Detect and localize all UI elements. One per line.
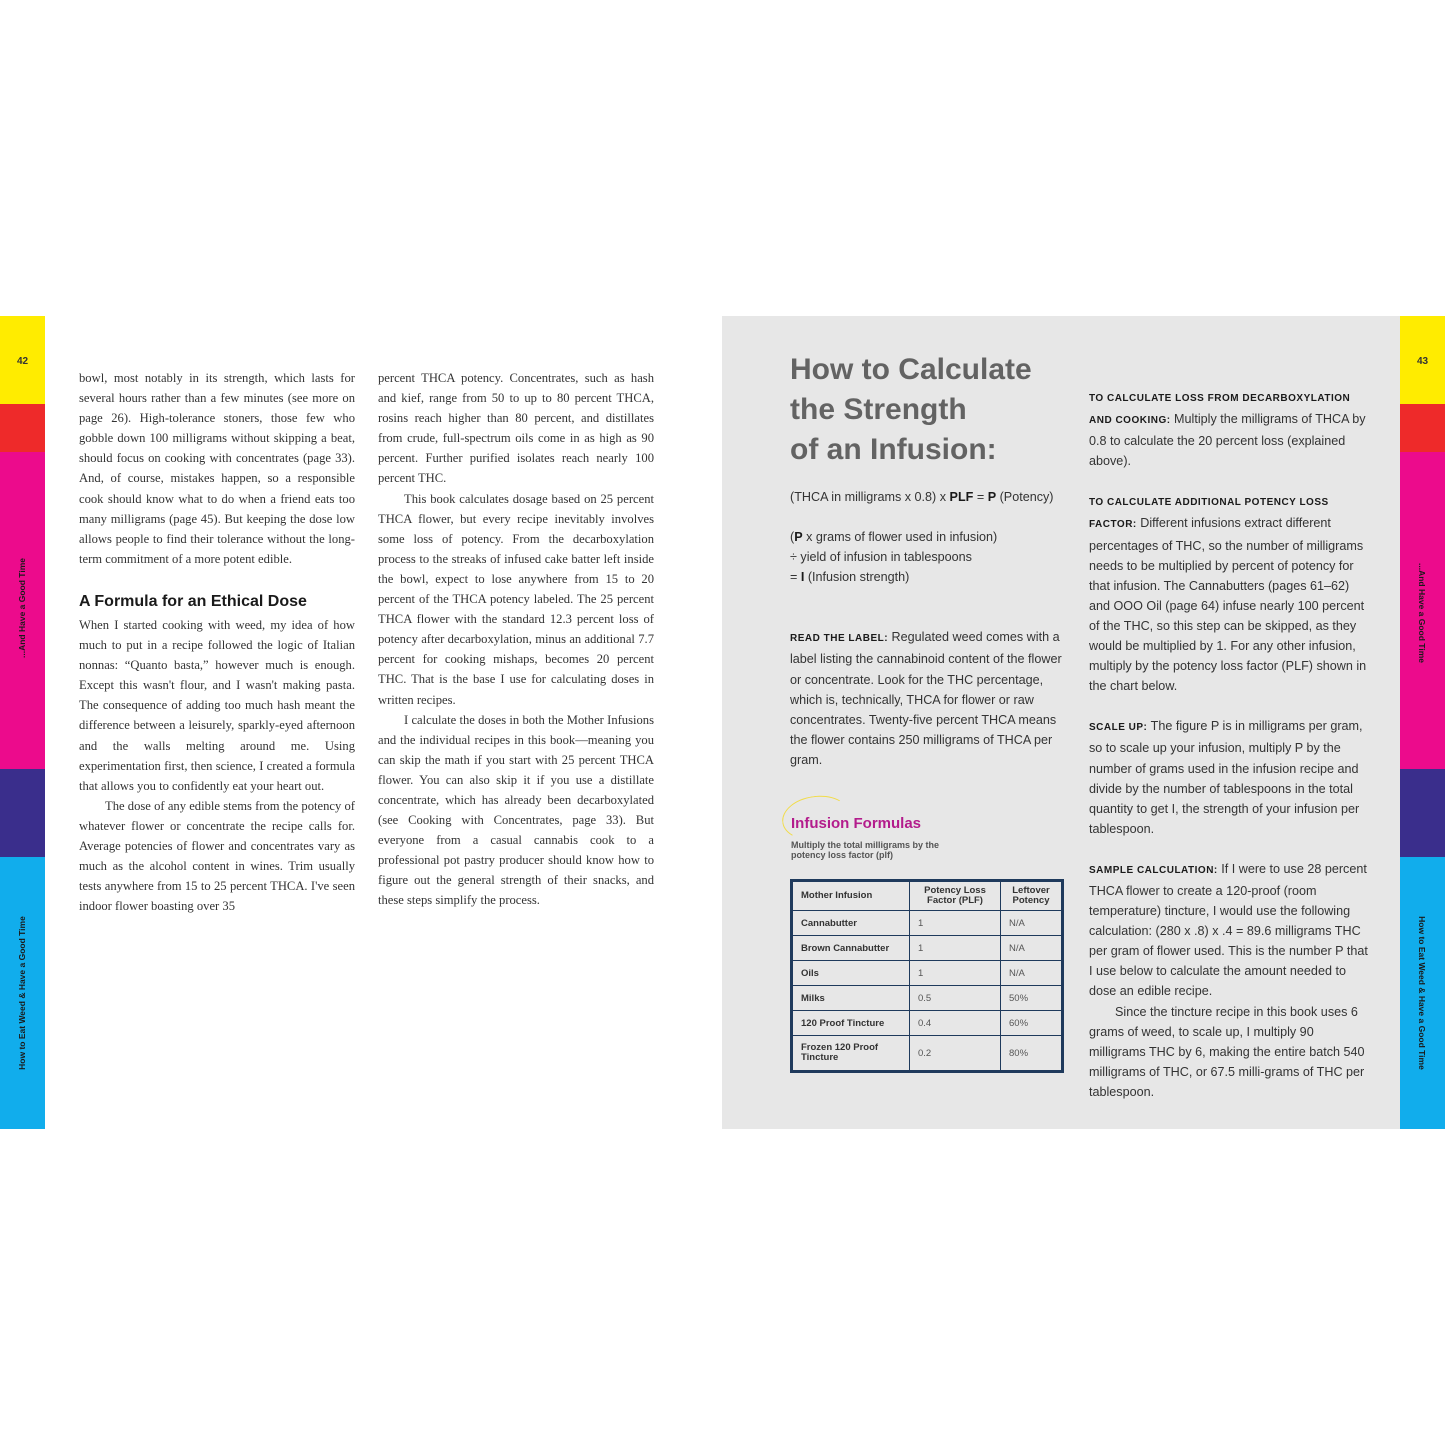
right-color-tab (1400, 316, 1445, 1129)
left-color-tab (0, 316, 45, 1129)
page-number-left: 42 (16, 356, 29, 367)
right-column-2 (1089, 387, 1369, 1102)
right-tab-top-text: ...And Have a Good Time (1417, 563, 1427, 663)
paragraph: percent THCA potency. Concentrates, such as hash and kief, range from 50 to up to 80 percent THCA, rosins reach higher than 80 percent, and distillates from crude, full-spectrum oils come in as high as 90 percent. Further purified isolates reach nearly 100 percent THC. (378, 371, 654, 486)
infusion-formulas-table (790, 879, 1064, 1073)
table-row: Milks 0.5 50% (792, 986, 1063, 1011)
right-column-1 (790, 487, 1065, 770)
scale-up-paragraph: SCALE UP: The figure P is in milligrams per gram, so to scale up your infusion, multiply P by the number of grams used in the infusion recipe and divide by the number of tablespoons in the total quantity to get I, the strength of your infusion per tablespoon. (1089, 719, 1363, 836)
paragraph: This book calculates dosage based on 25 percent THCA flower, but every recipe inevitably involves some loss of potency. From the decarboxylation process to the streaks of infused cake batter left inside the bowl, expect to lose anywhere from 15 to 20 percent of the THCA potency labeled. The 25 percent THCA flower with the standard 12.3 percent loss of potency after decarboxylation, minus an additional 7.7 percent for cooking mishaps, becomes 20 percent THC. That is the base I use for calculating doses in written recipes. (378, 491, 654, 707)
section-heading: A Formula for an Ethical Dose (79, 592, 307, 610)
right-tab-bottom-text: How to Eat Weed & Have a Good Time (1417, 916, 1427, 1070)
sample-calculation-paragraph: SAMPLE CALCULATION: If I were to use 28 percent THCA flower to create a 120-proof (room temperature) tincture, I would use the following calculation: (280 x .8) x .4 = 89.6 milligrams THC per gram of flower used. This is the number P that I use below to calculate the amount needed to dose an edible recipe. (1089, 861, 1368, 999)
infusion-strength-formula: (P x grams of flower used in infusion) ÷ yield of infusion in tablespoons = I (Infusion strength) (790, 530, 998, 585)
infusion-formulas-subtitle: Multiply the total milligrams by the potency loss factor (plf) (791, 840, 940, 860)
read-the-label-paragraph: READ THE LABEL: Regulated weed comes with a label listing the cannabinoid content of the flower or concentrate. Look for the THC percentage, which is, technically, THCA for flower or raw concentrates. Twenty-five percent THCA means the flower contains 250 milligrams of THCA per gram. (790, 630, 1062, 767)
paragraph: Since the tincture recipe in this book uses 6 grams of weed, to scale up, I multiply 90 milligrams THC by 6, making the entire batch 540 milligrams of THC, or 67.5 milli-grams of THC per tablespoon. (1089, 1004, 1365, 1099)
left-column-1 (79, 368, 355, 916)
table-header-row: Mother Infusion Potency Loss Factor (PLF) Leftover Potency (792, 881, 1063, 911)
page-title: How to Calculate the Strength of an Infusion: (790, 353, 1032, 466)
paragraph: When I started cooking with weed, my idea of how much to put in a recipe followed the logic of Italian nonnas: “Quanto basta,” however much is enough. Except this wasn't flour, and I wasn't making pasta. The consequence of adding too much hash meant the difference between a leisurely, sparkly-eyed afternoon and the walls melting around me. Using experimentation first, then science, I created a formula that allows you to confidently eat your heart out. (79, 617, 355, 793)
paragraph: The dose of any edible stems from the potency of whatever flower or concentrate the recipe calls for. Average potencies of flower and concentrates vary as much as the alcohol content in wines. Trim usually tests anywhere from 15 to 25 percent THCA. I've seen indoor flower boasting over 35 (79, 798, 355, 914)
paragraph: I calculate the doses in both the Mother Infusions and the individual recipes in this book—meaning you can skip the math if you start with 25 percent THCA flower. You can also skip it if you use a distillate concentrate, which has already been decarboxylated (see Cooking with Concentrates, page 33). But everyone from a casual cannabis cook to a professional pot pastry producer should know how to figure out the general strength of their snacks, and these steps simplify the process. (378, 712, 654, 908)
table-row: Cannabutter 1 N/A (792, 911, 1063, 936)
potency-formula: (THCA in milligrams x 0.8) x PLF = P (Potency) (790, 490, 1054, 504)
table-row: Oils 1 N/A (792, 961, 1063, 986)
decarboxylation-paragraph: TO CALCULATE LOSS FROM DECARBOXYLATION AND COOKING: Multiply the milligrams of THCA by 0.8 to calculate the 20 percent loss (explained above). (1089, 393, 1366, 469)
infusion-formulas-title: Infusion Formulas (791, 815, 922, 832)
table-row: Brown Cannabutter 1 N/A (792, 936, 1063, 961)
left-tab-bottom-text: How to Eat Weed & Have a Good Time (17, 916, 27, 1070)
table-row: 120 Proof Tincture 0.4 60% (792, 1011, 1063, 1036)
paragraph: bowl, most notably in its strength, which lasts for several hours rather than a few minutes (see more on page 26). High-tolerance stoners, those few who gobble down 100 milligrams without skipping a beat, should focus on cooking with concentrates (page 33). And, of course, mistakes happen, so a responsible cook should know what to do when a friend eats too many milligrams (page 45). But keeping the dose low allows people to find their tolerance without the long-term commitment of a more potent edible. (79, 371, 355, 566)
left-tab-top-text: ...And Have a Good Time (17, 558, 27, 658)
page-number-right: 43 (1416, 356, 1429, 367)
left-column-2 (378, 368, 654, 911)
potency-loss-paragraph: TO CALCULATE ADDITIONAL POTENCY LOSS FACTOR: Different infusions extract different percentages of THC, so the number of milligrams needs to be multiplied by percent of potency for that infusion. The Cannabutters (pages 61–62) and OOO Oil (page 64) infuse nearly 100 percent of the THC, so this step can be skipped, as they would be multiplied by 1. For any other infusion, multiply by the potency loss factor (PLF) shown in the chart below. (1089, 497, 1367, 694)
table-row: Frozen 120 Proof Tincture 0.2 80% (792, 1036, 1063, 1072)
